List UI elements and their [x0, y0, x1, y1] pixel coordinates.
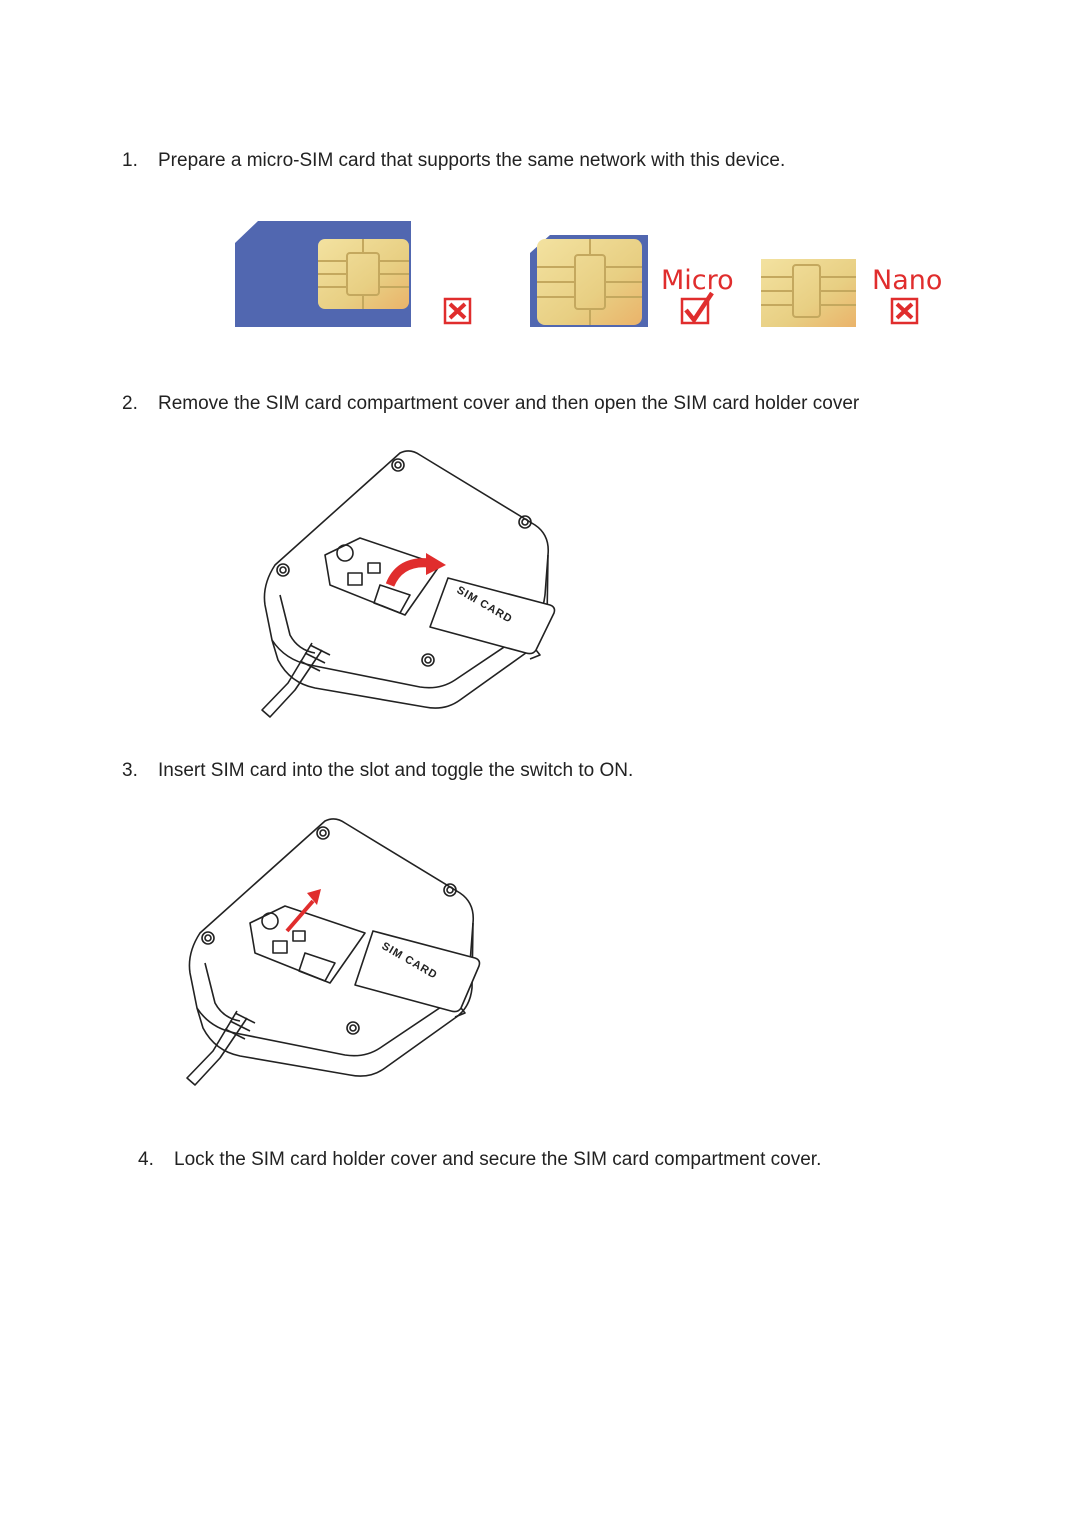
- red-straight-arrow-icon: [287, 901, 313, 931]
- step-number: 2.: [122, 393, 138, 414]
- step-2: [122, 392, 859, 416]
- step-text: Prepare a micro-SIM card that supports the same network with this device.: [158, 150, 786, 171]
- red-cross-box-icon: [445, 299, 470, 323]
- step-4: [138, 1148, 821, 1172]
- step-1: [122, 149, 785, 173]
- red-curved-arrow-icon: [390, 563, 430, 585]
- cover-label: SIM CARD: [454, 584, 515, 626]
- step-text: Remove the SIM card compartment cover and then open the SIM card holder cover: [158, 393, 860, 414]
- micro-label: Micro: [661, 265, 734, 296]
- micro-sim-image: [530, 235, 648, 327]
- red-cross-box-icon: [892, 299, 917, 323]
- sim-size-comparison-figure: [230, 215, 950, 335]
- step-text: Lock the SIM card holder cover and secure the SIM card compartment cover.: [174, 1149, 822, 1170]
- nano-sim-image: [761, 259, 856, 327]
- step-3: [122, 759, 633, 783]
- step-number: 1.: [122, 150, 138, 171]
- cover-label: SIM CARD: [379, 940, 440, 982]
- step-text: Insert SIM card into the slot and toggle the switch to ON.: [158, 760, 634, 781]
- nano-label: Nano: [872, 265, 943, 296]
- device-open-cover-figure: [250, 445, 570, 730]
- step-number: 4.: [138, 1149, 154, 1170]
- standard-sim-image: [235, 221, 411, 327]
- step-number: 3.: [122, 760, 138, 781]
- device-insert-sim-figure: [175, 813, 495, 1098]
- red-check-icon: [682, 293, 712, 323]
